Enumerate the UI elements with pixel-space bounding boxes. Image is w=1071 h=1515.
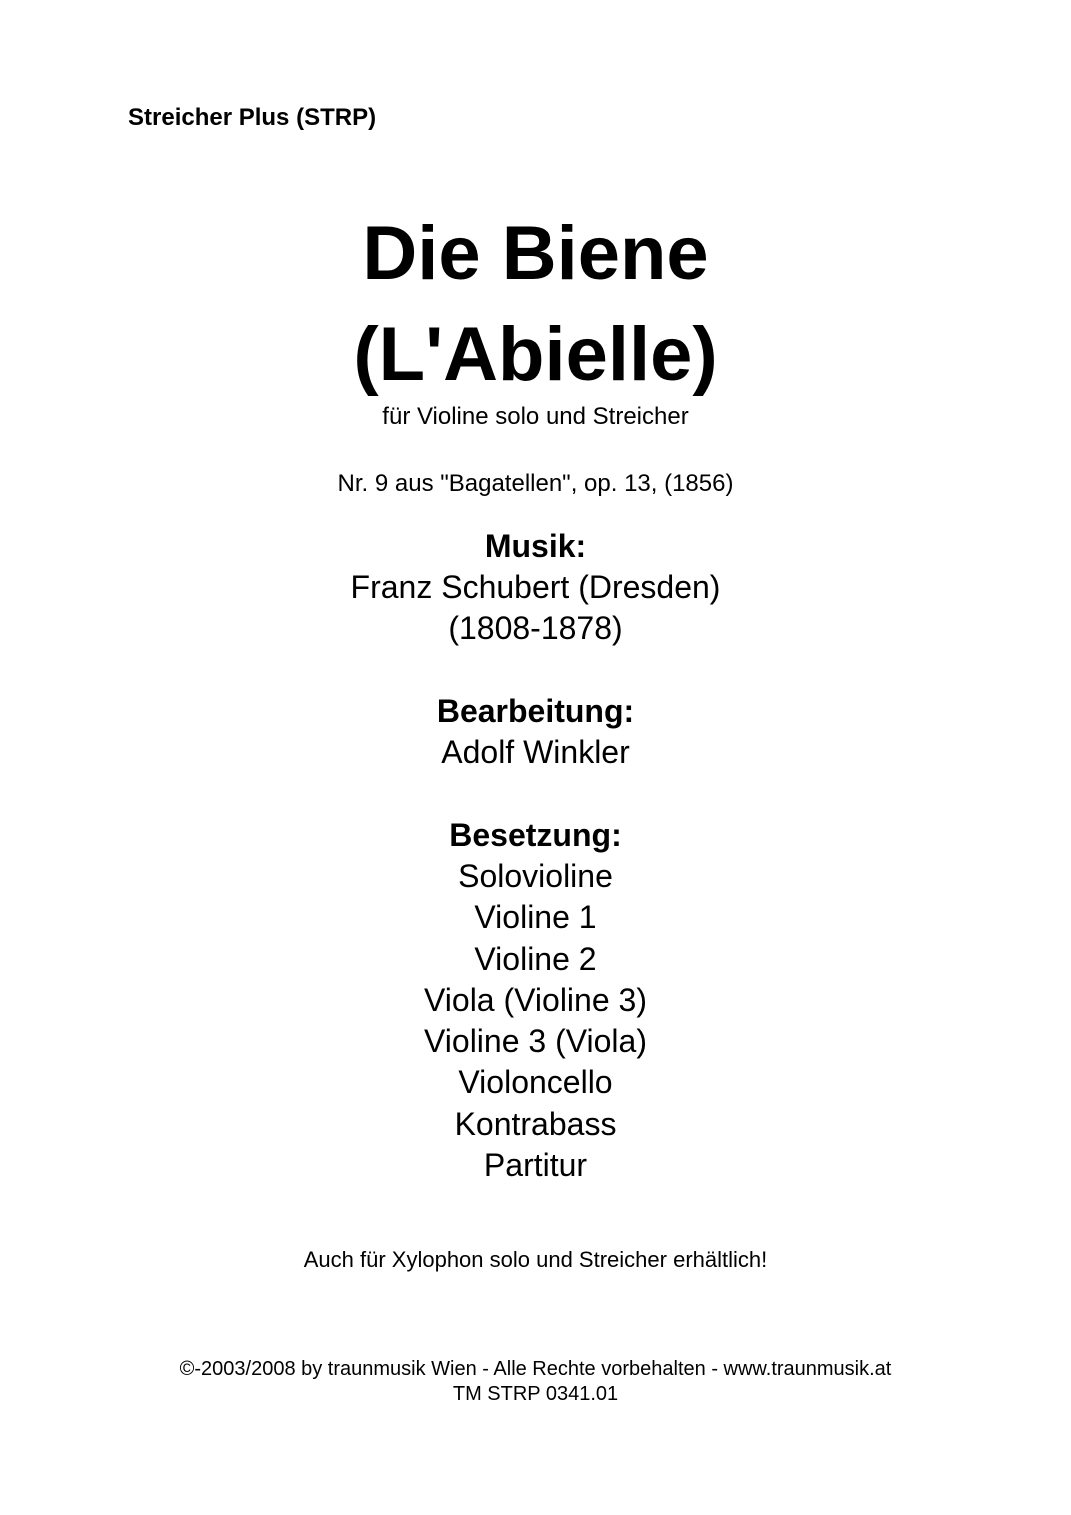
instrument-item: Violoncello: [458, 1064, 613, 1101]
arranger-name: Adolf Winkler: [441, 734, 630, 770]
composer-years: (1808-1878): [448, 610, 623, 646]
arrangement-heading: Bearbeitung:: [436, 693, 635, 729]
instrument-item: Kontrabass: [454, 1105, 617, 1142]
catalog-number: TM STRP 0341.01: [452, 1383, 619, 1405]
instrument-list: [0, 856, 1071, 1186]
title-line-2: (L'Abielle): [353, 312, 718, 397]
instrumentation-heading: Besetzung:: [449, 817, 622, 853]
copyright-notice: ©-2003/2008 by traunmusik Wien - Alle Rechte vorbehalten - www.traunmusik.at: [179, 1358, 892, 1380]
title-line-1: Die Biene: [362, 211, 709, 296]
instrument-item: Violine 2: [474, 940, 597, 977]
subtitle: für Violine solo und Streicher: [382, 403, 689, 430]
series-label: Streicher Plus (STRP): [128, 104, 377, 131]
instrument-item: Violine 1: [474, 899, 597, 936]
instrument-item: Violine 3 (Viola): [424, 1023, 647, 1060]
composer-name: Franz Schubert (Dresden): [350, 569, 721, 605]
availability-note: Auch für Xylophon solo und Streicher erhältlich!: [303, 1247, 768, 1272]
instrument-item: Partitur: [483, 1147, 588, 1184]
music-heading: Musik:: [484, 528, 587, 564]
source-reference: Nr. 9 aus "Bagatellen", op. 13, (1856): [337, 470, 734, 497]
instrument-item: Viola (Violine 3): [424, 981, 647, 1018]
instrument-item: Solovioline: [458, 858, 613, 894]
